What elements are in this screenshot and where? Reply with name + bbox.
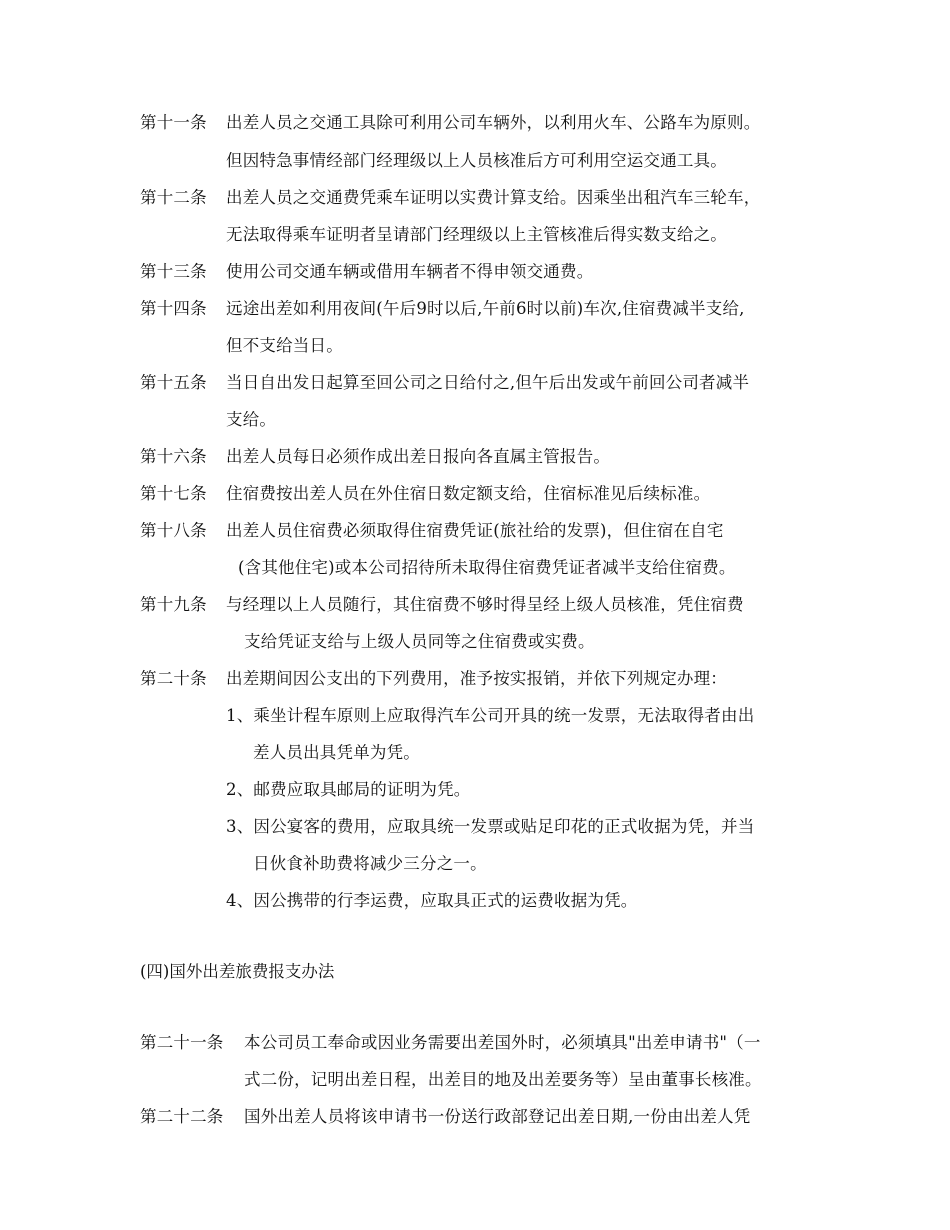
article-label: 第十七条 xyxy=(140,484,207,503)
article-text: 当日自出发日起算至回公司之日给付之,但午后出发或午前回公司者减半 xyxy=(226,373,750,392)
item-text: 2、邮费应取具邮局的证明为凭。 xyxy=(226,780,471,799)
section-heading: (四)国外出差旅费报支办法 xyxy=(140,962,335,981)
article-text: 本公司员工奉命或因业务需要出差国外时，必须填具"出差申请书"（一 xyxy=(244,1033,761,1052)
article-text: 住宿费按出差人员在外住宿日数定额支给，住宿标准见后续标准。 xyxy=(226,484,711,503)
article-label: 第十三条 xyxy=(140,262,207,281)
article-17-line-1 xyxy=(140,484,710,504)
article-label: 第十九条 xyxy=(140,595,207,614)
article-label: 第二十一条 xyxy=(140,1033,224,1052)
article-text: 出差人员每日必须作成出差日报向各直属主管报告。 xyxy=(226,447,611,466)
item-text: 4、因公携带的行李运费，应取具正式的运费收据为凭。 xyxy=(226,891,638,910)
article-13-line-1 xyxy=(140,262,593,282)
article-label: 第二十条 xyxy=(140,669,207,688)
item-text: 1、乘坐计程车原则上应取得汽车公司开具的统一发票，无法取得者由出 xyxy=(226,706,755,725)
article-text: 远途出差如利用夜间(午后9时以后,午前6时以前)车次,住宿费减半支给, xyxy=(226,299,745,318)
article-label: 第十四条 xyxy=(140,299,207,318)
article-text: 但不支给当日。 xyxy=(226,336,343,355)
article-21-line-2 xyxy=(244,1070,762,1090)
article-label: 第十五条 xyxy=(140,373,207,392)
article-text: 支给凭证支给与上级人员同等之住宿费或实费。 xyxy=(244,632,595,651)
article-label: 第十八条 xyxy=(140,521,207,540)
article-text: 出差人员之交通工具除可利用公司车辆外，以利用火车、公路车为原则。 xyxy=(226,113,761,132)
article-text: 国外出差人员将该申请书一份送行政部登记出差日期,一份由出差人凭 xyxy=(244,1107,751,1126)
article-15-line-2 xyxy=(226,410,276,430)
article-text: 支给。 xyxy=(226,410,277,429)
article-text: 但因特急事情经部门经理级以上人员核准后方可利用空运交通工具。 xyxy=(226,151,727,170)
article-14-line-1 xyxy=(140,299,745,319)
article-label: 第十一条 xyxy=(140,113,207,132)
article-label: 第十六条 xyxy=(140,447,207,466)
article-label: 第二十二条 xyxy=(140,1107,224,1126)
article-11-line-2 xyxy=(226,151,727,171)
item-text: 3、因公宴客的费用，应取具统一发票或贴足印花的正式收据为凭，并当 xyxy=(226,817,755,836)
article-22-line-1 xyxy=(140,1107,750,1127)
article-18-line-2 xyxy=(238,558,736,578)
item-3-line-2 xyxy=(253,854,487,874)
article-text: 出差人员住宿费必须取得住宿费凭证(旅社给的发票)，但住宿在自宅 xyxy=(226,521,724,540)
article-21-line-1 xyxy=(140,1033,761,1053)
article-14-line-2 xyxy=(226,336,343,356)
article-16-line-1 xyxy=(140,447,610,467)
item-4-line-1 xyxy=(226,891,638,911)
item-text: 差人员出具凭单为凭。 xyxy=(253,743,420,762)
item-1-line-2 xyxy=(253,743,420,763)
article-12-line-1 xyxy=(140,188,760,208)
item-2-line-1 xyxy=(226,780,471,800)
item-text: 日伙食补助费将减少三分之一。 xyxy=(253,854,487,873)
article-15-line-1 xyxy=(140,373,749,393)
article-text: 与经理以上人员随行，其住宿费不够时得呈经上级人员核准，凭住宿费 xyxy=(226,595,744,614)
article-20-line-1 xyxy=(140,669,727,689)
article-18-line-1 xyxy=(140,521,724,541)
article-12-line-2 xyxy=(226,225,727,245)
article-text: (含其他住宅)或本公司招待所未取得住宿费凭证者减半支给住宿费。 xyxy=(238,558,736,577)
article-text: 出差期间因公支出的下列费用，准予按实报销，并依下列规定办理： xyxy=(226,669,727,688)
item-1-line-1 xyxy=(226,706,754,726)
article-19-line-1 xyxy=(140,595,744,615)
item-3-line-1 xyxy=(226,817,754,837)
article-19-line-2 xyxy=(244,632,595,652)
article-text: 无法取得乘车证明者呈请部门经理级以上主管核准后得实数支给之。 xyxy=(226,225,727,244)
article-label: 第十二条 xyxy=(140,188,207,207)
article-text: 式二份，记明出差日程，出差目的地及出差要务等）呈由董事长核准。 xyxy=(244,1070,762,1089)
article-text: 出差人员之交通费凭乘车证明以实费计算支给。因乘坐出租汽车三轮车， xyxy=(226,188,761,207)
article-11-line-1 xyxy=(140,113,760,133)
article-text: 使用公司交通车辆或借用车辆者不得申领交通费。 xyxy=(226,262,594,281)
